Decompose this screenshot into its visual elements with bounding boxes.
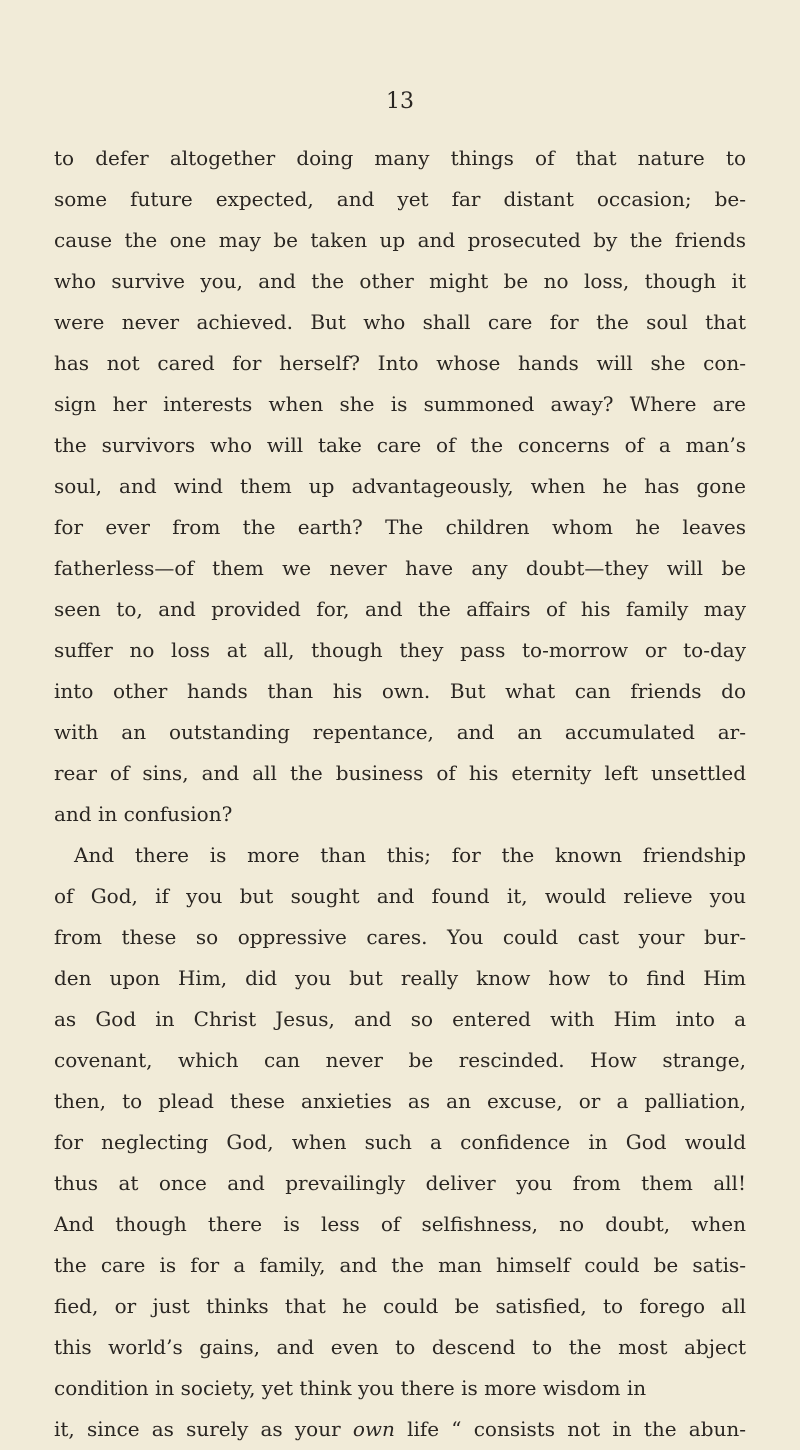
text-line: were never achieved. But who shall care for the soul that: [54, 310, 746, 334]
text-line: some future expected, and yet far distant occasion; be-: [54, 187, 746, 211]
text-line: from these so oppressive cares. You could cast your bur-: [54, 925, 746, 949]
text-line: condition in society, yet think you there is more wisdom in: [54, 1376, 647, 1400]
text-line: soul, and wind them up advantageously, when he has gone: [54, 474, 746, 498]
text-line: this world’s gains, and even to descend to the most abject: [54, 1335, 746, 1359]
italic-word: own: [352, 1417, 395, 1441]
text-line: the survivors who will take care of the concerns of a man’s: [54, 433, 746, 457]
text-line: rear of sins, and all the business of his eternity left unsettled: [54, 761, 746, 785]
text-line: as God in Christ Jesus, and so entered with Him into a: [54, 1007, 746, 1031]
body-text: [54, 138, 746, 1450]
text-line: [54, 1409, 746, 1450]
text-line: the care is for a family, and the man himself could be satis-: [54, 1253, 746, 1277]
text-line: suffer no loss at all, though they pass to-morrow or to-day: [54, 638, 746, 662]
text-line: And there is more than this; for the known friendship: [74, 843, 746, 867]
text-line: den upon Him, did you but really know how to find Him: [54, 966, 746, 990]
text-line: with an outstanding repentance, and an accumulated ar-: [54, 720, 746, 744]
text-line: then, to plead these anxieties as an excuse, or a palliation,: [54, 1089, 746, 1113]
text-line: and in confusion?: [54, 802, 233, 826]
text-line: to defer altogether doing many things of that nature to: [54, 146, 746, 170]
text-line: seen to, and provided for, and the affairs of his family may: [54, 597, 746, 621]
text-line: for neglecting God, when such a confidence in God would: [54, 1130, 746, 1154]
text-line: fied, or just thinks that he could be satisfied, to forego all: [54, 1294, 746, 1318]
text-line: fatherless—of them we never have any doubt—they will be: [54, 556, 746, 580]
text-line: And though there is less of selfishness, no doubt, when: [54, 1212, 746, 1236]
text-segment: life “ consists not in the abun-: [407, 1417, 746, 1441]
text-line: for ever from the earth? The children whom he leaves: [54, 515, 746, 539]
paragraph: [54, 138, 746, 835]
text-line: who survive you, and the other might be no loss, though it: [54, 269, 746, 293]
text-line: covenant, which can never be rescinded. How strange,: [54, 1048, 746, 1072]
paragraph: [54, 835, 746, 1409]
text-line: into other hands than his own. But what can friends do: [54, 679, 746, 703]
page-number: 13: [386, 89, 414, 114]
text-line: sign her interests when she is summoned away? Where are: [54, 392, 746, 416]
text-line: of God, if you but sought and found it, would relieve you: [54, 884, 746, 908]
text-line: cause the one may be taken up and prosecuted by the friends: [54, 228, 746, 252]
text-segment: it, since as surely as your: [54, 1417, 341, 1441]
text-line: thus at once and prevailingly deliver you from them all!: [54, 1171, 746, 1195]
text-line: has not cared for herself? Into whose hands will she con-: [54, 351, 746, 375]
